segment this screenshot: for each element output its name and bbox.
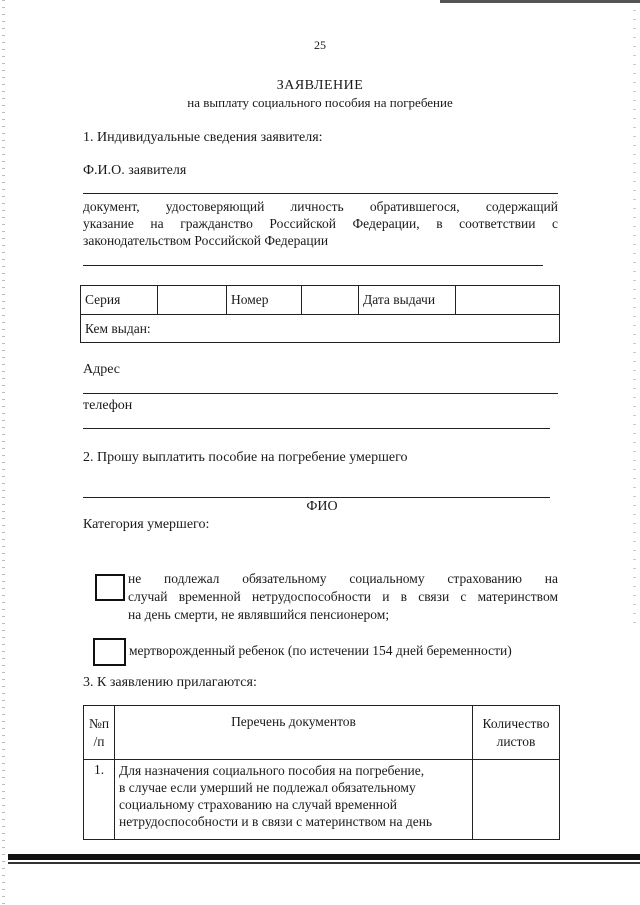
section1-heading: 1. Индивидуальные сведения заявителя:	[83, 130, 323, 145]
row-number: 1.	[84, 760, 115, 840]
document-title: ЗАЯВЛЕНИЕ	[276, 78, 364, 93]
document-subtitle: на выплату социального пособия на погребение	[187, 95, 453, 110]
issue-date-label: Дата выдачи	[359, 286, 456, 315]
series-label: Серия	[81, 286, 158, 315]
number-input[interactable]	[302, 286, 359, 315]
category-option2-checkbox[interactable]	[93, 638, 126, 666]
issued-by-label: Кем выдан:	[85, 320, 151, 336]
category-option1-text	[128, 570, 558, 624]
page-number: 25	[314, 38, 326, 52]
applicant-fio-label: Ф.И.О. заявителя	[83, 163, 187, 178]
id-document-table	[80, 285, 560, 343]
category-label: Категория умершего:	[83, 517, 210, 532]
row-count[interactable]	[473, 760, 560, 840]
option1-line-1: не подлежал обязательному социальному страхованию на	[128, 571, 558, 586]
row-document-text: Для назначения социального пособия на погребение, в случае если умерший не подлежал обязательному социальному страхованию на случай временной нетрудоспособности и в связи с материнством на день	[115, 760, 473, 840]
section2-heading: 2. Прошу выплатить пособие на погребение умершего	[83, 450, 408, 465]
option1-line-3: на день смерти, не являвшийся пенсионером;	[128, 607, 390, 622]
scan-artifact-left-edge	[2, 0, 5, 905]
phone-label: телефон	[83, 398, 133, 413]
scan-artifact-bottom-2	[8, 862, 640, 864]
id-doc-line-2: указание на гражданство Российской Федерации, в соответствии с	[83, 216, 558, 231]
table-row	[84, 760, 560, 840]
attachments-table	[83, 705, 560, 840]
address-field[interactable]	[83, 393, 558, 394]
applicant-fio-field[interactable]	[83, 193, 558, 194]
id-document-description	[83, 198, 558, 249]
fio-caption: ФИО	[306, 499, 338, 514]
scan-artifact-bottom	[8, 854, 640, 860]
issued-by-field[interactable]	[81, 315, 560, 343]
col-documents-header: Перечень документов	[115, 706, 473, 760]
number-label: Номер	[227, 286, 302, 315]
id-doc-line-1: документ, удостоверяющий личность обратившегося, содержащий	[83, 199, 558, 214]
series-input[interactable]	[158, 286, 227, 315]
col-number-header: №п /п	[84, 706, 115, 760]
scan-artifact-top	[440, 0, 640, 3]
id-document-field[interactable]	[83, 265, 543, 266]
col-count-header: Количество листов	[473, 706, 560, 760]
category-option2-text: мертворожденный ребенок (по истечении 154 дней беременности)	[129, 643, 512, 658]
deceased-fio-field[interactable]	[83, 497, 550, 498]
address-label: Адрес	[83, 362, 121, 377]
issue-date-input[interactable]	[456, 286, 560, 315]
category-option1-checkbox[interactable]	[95, 574, 125, 601]
section3-heading: 3. К заявлению прилагаются:	[83, 675, 257, 690]
id-doc-line-3: законодательством Российской Федерации	[83, 233, 329, 248]
option1-line-2: случай временной нетрудоспособности и в связи с материнством	[128, 589, 558, 604]
phone-field[interactable]	[83, 428, 550, 429]
